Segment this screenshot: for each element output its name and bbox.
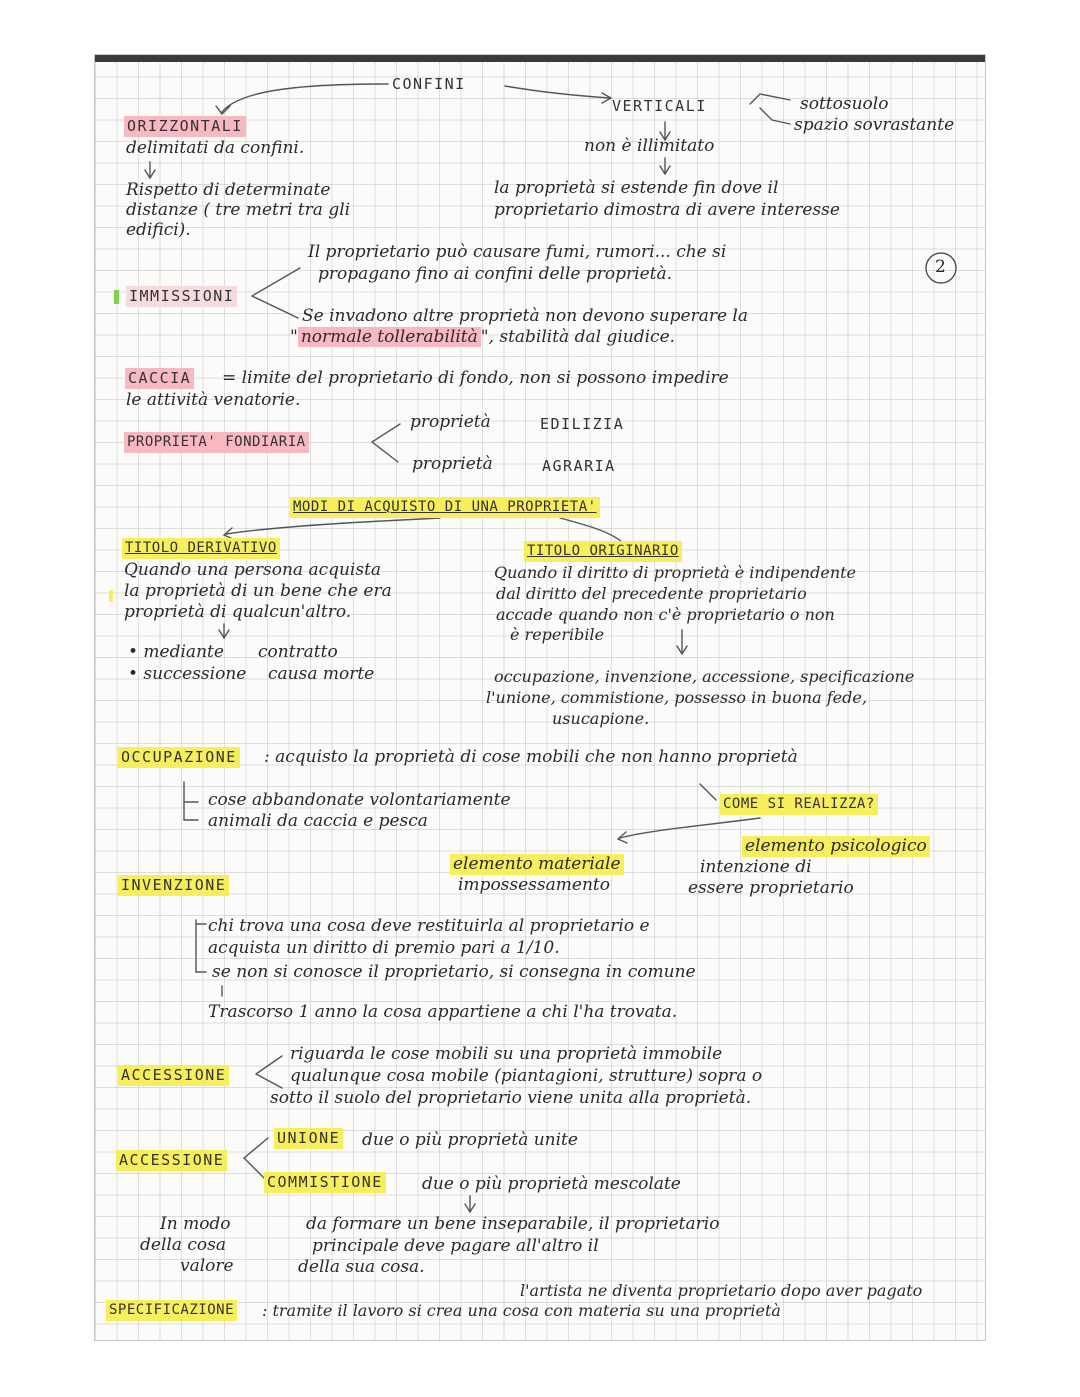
text-accessione-3: sotto il suolo del proprietario viene unita alla proprietà.	[270, 1088, 752, 1108]
text-in-modo: In modo	[160, 1214, 231, 1234]
text-derivativo-3: proprietà di qualcun'altro.	[124, 602, 352, 622]
text-unione: due o più proprietà unite	[362, 1130, 578, 1150]
text-specificazione: : tramite il lavoro si crea una cosa con materia su una proprietà	[262, 1301, 781, 1320]
text-sottosuolo: sottosuolo	[800, 94, 889, 114]
arrow-confini-verticali	[505, 86, 610, 98]
text-invenzione-1: chi trova una cosa deve restituirla al proprietario e	[208, 916, 650, 936]
heading-orizzontali: ORIZZONTALI	[124, 116, 246, 137]
arrow-modi-originario	[560, 518, 622, 542]
text-spazio-sovrastante: spazio sovrastante	[794, 115, 955, 135]
text-orizzontali-4: edifici).	[126, 220, 191, 240]
text-invenzione-4: Trascorso 1 anno la cosa appartiene a chi l'ha trovata.	[208, 1002, 678, 1022]
text-successione: • successione	[128, 664, 247, 684]
heading-caccia: CACCIA	[125, 368, 194, 389]
arrow-spazio	[760, 108, 790, 124]
text-essere-proprietario: essere proprietario	[688, 878, 854, 898]
text-animali: animali da caccia e pesca	[208, 811, 428, 831]
heading-titolo-originario: TITOLO ORIGINARIO	[524, 541, 682, 562]
arrow-sottosuolo	[750, 94, 790, 104]
text-derivativo-2: la proprietà di un bene che era	[124, 581, 392, 601]
text-causa-morte: causa morte	[268, 664, 375, 684]
text-orizzontali-1: delimitati da confini.	[126, 138, 305, 158]
text-immissioni-2: propagano fino ai confini delle proprietà.	[318, 264, 673, 284]
heading-verticali: VERTICALI	[612, 97, 707, 115]
text-immissioni-3: Se invadono altre proprietà non devono superare la	[302, 306, 749, 326]
text-originario-1: Quando il diritto di proprietà è indipendente	[494, 563, 857, 582]
text-caccia-2: le attività venatorie.	[126, 390, 301, 410]
heading-occupazione: OCCUPAZIONE	[118, 747, 240, 768]
text-caccia-1: = limite del proprietario di fondo, non si possono impedire	[222, 368, 729, 388]
heading-invenzione: INVENZIONE	[118, 875, 229, 896]
text-impossessamento: impossessamento	[458, 875, 610, 895]
margin-mark-green	[114, 290, 119, 304]
text-non-illimitato: non è illimitato	[584, 136, 715, 156]
margin-mark-yellow	[109, 590, 113, 602]
text-occupazione: : acquisto la proprietà di cose mobili che non hanno proprietà	[264, 747, 798, 767]
text-edilizia: EDILIZIA	[540, 415, 625, 433]
page-number: 2	[935, 257, 946, 277]
text-valore: valore	[180, 1256, 234, 1276]
heading-confini: CONFINI	[392, 75, 466, 93]
heading-come-si-realizza: COME SI REALIZZA?	[720, 794, 878, 815]
arrow-confini-orizzontali	[222, 84, 388, 112]
heading-immissioni: IMMISSIONI	[126, 286, 237, 307]
text-originario-list-2: l'unione, commistione, possesso in buona fede,	[486, 688, 867, 707]
heading-proprieta-fondiaria: PROPRIETA' FONDIARIA	[124, 432, 309, 453]
text-agraria: AGRARIA	[542, 457, 616, 475]
text-invenzione-2: acquista un diritto di premio pari a 1/10.	[208, 938, 560, 958]
heading-modi-acquisto: MODI DI ACQUISTO DI UNA PROPRIETA'	[290, 497, 600, 518]
text-verticali-3: proprietario dimostra di avere interesse	[494, 200, 840, 220]
text-accessione2-3: della sua cosa.	[298, 1257, 425, 1277]
text-contratto: contratto	[258, 642, 338, 662]
text-accessione-2: qualunque cosa mobile (piantagioni, strutture) sopra o	[290, 1066, 763, 1086]
text-della-cosa: della cosa	[140, 1235, 226, 1255]
text-proprieta-2: proprietà	[412, 454, 493, 474]
text-orizzontali-3: distanze ( tre metri tra gli	[126, 200, 351, 220]
heading-unione: UNIONE	[274, 1128, 343, 1149]
arrow-immissioni-up	[252, 268, 300, 296]
arrow-modi-derivativo	[226, 518, 440, 534]
text-originario-list-3: usucapione.	[552, 709, 650, 728]
text-immissioni-4: " normale tollerabilità ", stabilità dal giudice.	[290, 327, 676, 347]
text-invenzione-3: se non si conosce il proprietario, si consegna in comune	[212, 962, 696, 982]
text-verticali-2: la proprietà si estende fin dove il	[494, 178, 779, 198]
text-mediante: • mediante	[128, 642, 224, 662]
text-accessione2-2: principale deve pagare all'altro il	[312, 1236, 599, 1256]
text-accessione-1: riguarda le cose mobili su una proprietà immobile	[290, 1044, 723, 1064]
text-originario-3: accade quando non c'è proprietario o non	[496, 605, 835, 624]
heading-elemento-materiale: elemento materiale	[450, 854, 624, 875]
text-proprieta-1: proprietà	[410, 412, 491, 432]
heading-commistione: COMMISTIONE	[264, 1172, 386, 1193]
heading-elemento-psicologico: elemento psicologico	[742, 836, 930, 857]
arrow-immissioni-down	[252, 296, 298, 318]
text-accessione2-1: da formare un bene inseparabile, il proprietario	[306, 1214, 720, 1234]
text-commistione: due o più proprietà mescolate	[422, 1174, 681, 1194]
heading-titolo-derivativo: TITOLO DERIVATIVO	[122, 538, 280, 559]
text-derivativo-1: Quando una persona acquista	[124, 560, 382, 580]
text-immissioni-1: Il proprietario può causare fumi, rumori... che si	[308, 242, 727, 262]
heading-accessione-1: ACCESSIONE	[118, 1065, 229, 1086]
text-orizzontali-2: Rispetto di determinate	[126, 180, 331, 200]
text-originario-4: è reperibile	[510, 625, 605, 644]
text-originario-list-1: occupazione, invenzione, accessione, specificazione	[494, 667, 915, 686]
text-cose-abbandonate: cose abbandonate volontariamente	[208, 790, 511, 810]
highlight-normale-tollerabilita: normale tollerabilità	[298, 327, 481, 347]
heading-accessione-2: ACCESSIONE	[116, 1150, 227, 1171]
text-specificazione-above: l'artista ne diventa proprietario dopo aver pagato	[520, 1281, 923, 1300]
text-originario-2: dal diritto del precedente proprietario	[496, 584, 807, 603]
heading-specificazione: SPECIFICAZIONE	[106, 1300, 237, 1321]
text-intenzione: intenzione di	[700, 857, 812, 877]
